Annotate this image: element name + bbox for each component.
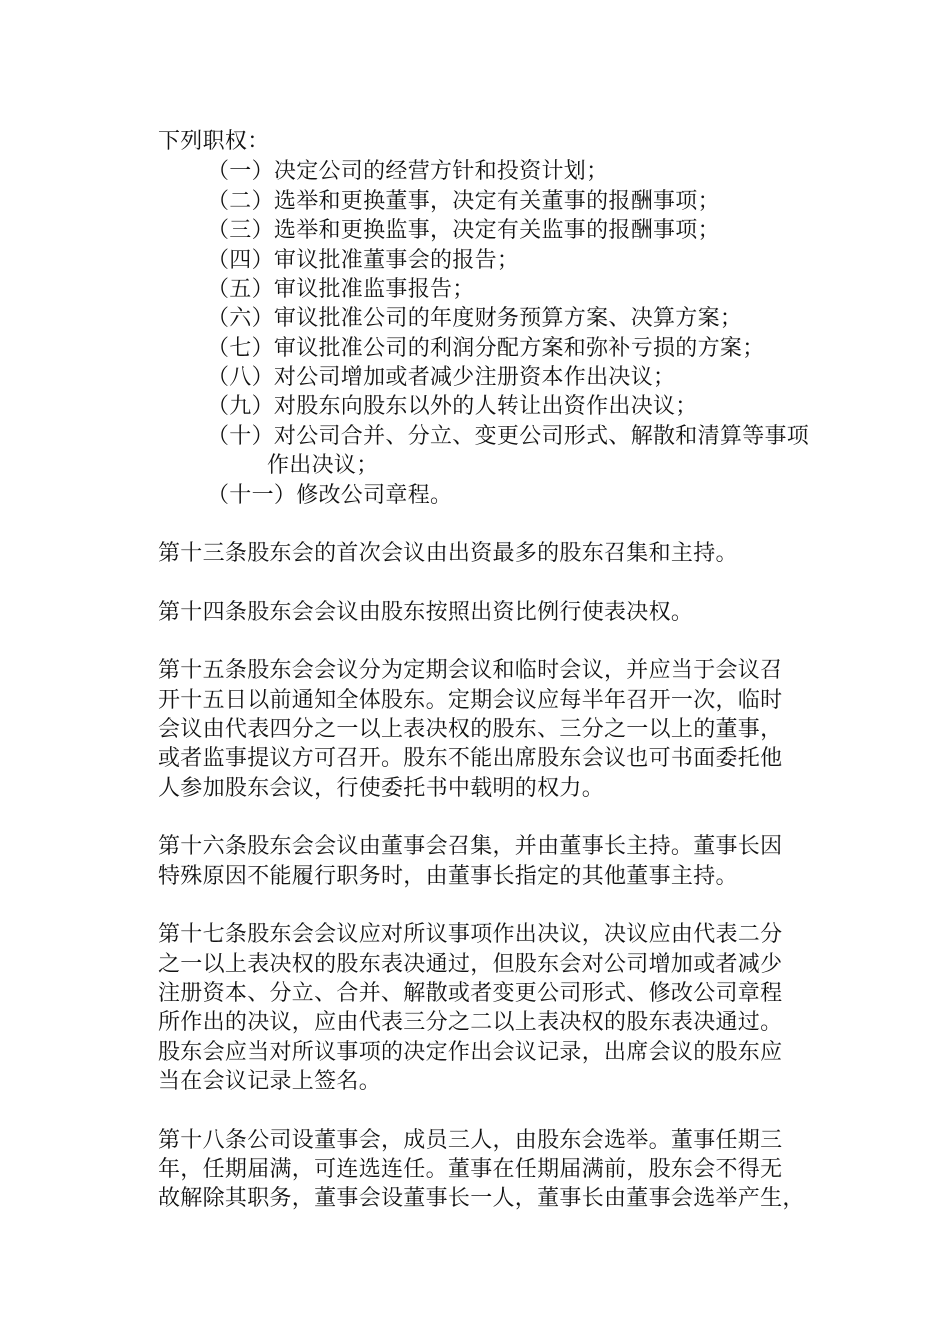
article-16-line: 特殊原因不能履行职务时，由董事长指定的其他董事主持。 — [158, 864, 738, 889]
list-item: （七）审议批准公司的利润分配方案和弥补亏损的方案； — [207, 336, 765, 361]
article-15-line: 开十五日以前通知全体股东。定期会议应每半年召开一次，临时 — [158, 688, 783, 713]
list-item: （四）审议批准董事会的报告； — [207, 248, 520, 273]
article-18-line: 第十八条公司设董事会，成员三人，由股东会选举。董事任期三 — [158, 1128, 783, 1153]
list-item: （九）对股东向股东以外的人转让出资作出决议； — [207, 394, 698, 419]
list-item: （六）审议批准公司的年度财务预算方案、决算方案； — [207, 306, 743, 331]
article-17-line: 当在会议记录上签名。 — [158, 1069, 382, 1094]
article-18-line: 年，任期届满，可连选连任。董事在任期届满前，股东会不得无 — [158, 1157, 783, 1182]
list-item: （一）决定公司的经营方针和投资计划； — [207, 159, 609, 184]
article-15-line: 或者监事提议方可召开。股东不能出席股东会议也可书面委托他 — [158, 746, 783, 771]
list-item: （八）对公司增加或者减少注册资本作出决议； — [207, 365, 676, 390]
intro-text: 下列职权： — [158, 129, 270, 154]
article-18-line: 故解除其职务，董事会设董事长一人，董事长由董事会选举产生， — [158, 1186, 805, 1211]
article-17-line: 注册资本、分立、合并、解散或者变更公司形式、修改公司章程 — [158, 981, 783, 1006]
list-item: （三）选举和更换监事，决定有关监事的报酬事项； — [207, 218, 720, 243]
list-item: （十）对公司合并、分立、变更公司形式、解散和清算等事项 — [207, 424, 810, 449]
article-17-line: 第十七条股东会会议应对所议事项作出决议，决议应由代表二分 — [158, 922, 783, 947]
article-17-line: 股东会应当对所议事项的决定作出会议记录，出席会议的股东应 — [158, 1040, 783, 1065]
article-16-line: 第十六条股东会会议由董事会召集，并由董事长主持。董事长因 — [158, 834, 783, 859]
list-item-continuation: 作出决议； — [267, 453, 379, 478]
list-item: （二）选举和更换董事，决定有关董事的报酬事项； — [207, 189, 720, 214]
article-17-line: 之一以上表决权的股东表决通过，但股东会对公司增加或者减少 — [158, 952, 783, 977]
article-15-line: 会议由代表四分之一以上表决权的股东、三分之一以上的董事， — [158, 717, 783, 742]
article-15-line: 第十五条股东会会议分为定期会议和临时会议，并应当于会议召 — [158, 658, 783, 683]
article-15-line: 人参加股东会议，行使委托书中载明的权力。 — [158, 776, 605, 801]
list-item: （十一）修改公司章程。 — [207, 483, 453, 508]
article-13-line: 第十三条股东会的首次会议由出资最多的股东召集和主持。 — [158, 541, 738, 566]
list-item: （五）审议批准监事报告； — [207, 277, 475, 302]
article-14-line: 第十四条股东会会议由股东按照出资比例行使表决权。 — [158, 600, 694, 625]
article-17-line: 所作出的决议，应由代表三分之二以上表决权的股东表决通过。 — [158, 1010, 783, 1035]
